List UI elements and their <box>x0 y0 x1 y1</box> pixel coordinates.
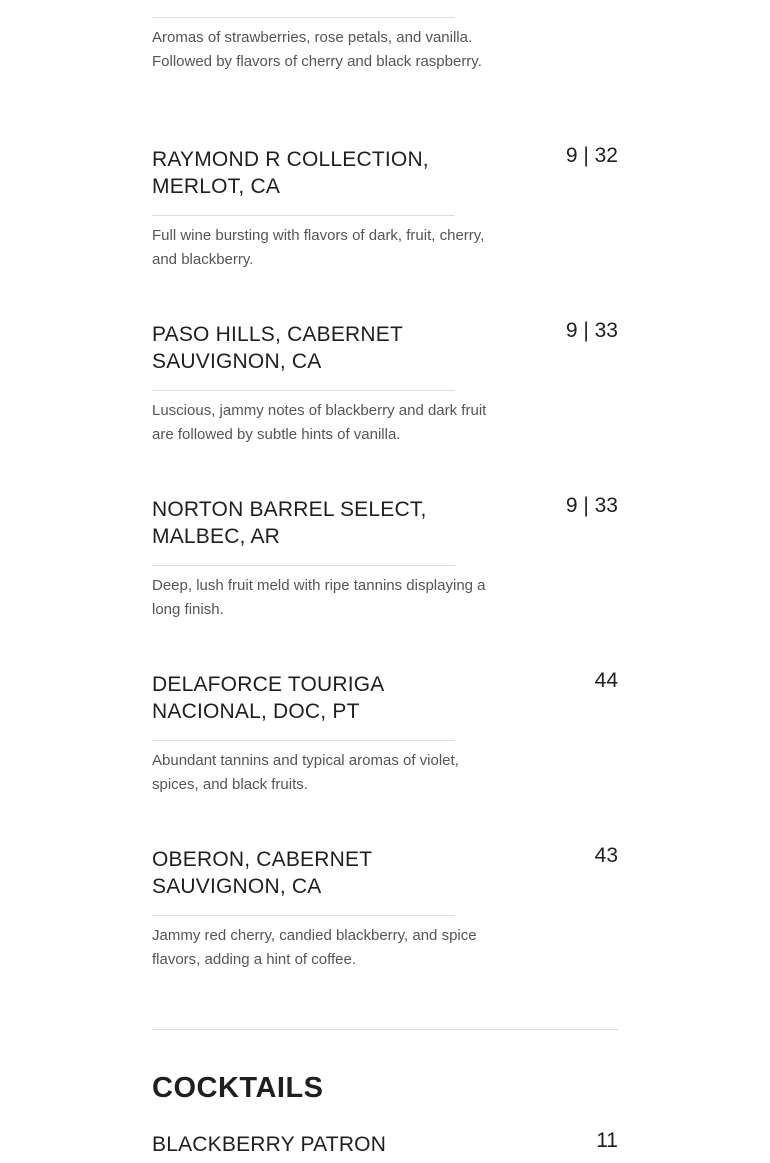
item-name: NORTON BARREL SELECT, MALBEC, AR <box>152 498 427 548</box>
item-divider <box>152 740 455 741</box>
item-divider <box>152 17 455 18</box>
item-name: PASO HILLS, CABERNET SAUVIGNON, CA <box>152 323 403 373</box>
section-title: COCKTAILS <box>152 1072 324 1104</box>
item-name: BLACKBERRY PATRON <box>152 1133 387 1156</box>
item-divider <box>152 915 455 916</box>
item-price: 9 | 33 <box>565 494 618 517</box>
item-price: 9 | 32 <box>565 144 618 167</box>
item-description: Abundant tannins and typical aromas of violet, spices, and black fruits. <box>152 752 459 793</box>
section-divider <box>152 1029 618 1030</box>
item-name: DELAFORCE TOURIGA NACIONAL, DOC, PT <box>152 673 384 723</box>
item-price: 11 <box>596 1129 618 1152</box>
item-divider <box>152 390 455 391</box>
item-price: 43 <box>594 844 618 867</box>
item-name: OBERON, CABERNET SAUVIGNON, CA <box>152 848 372 898</box>
item-description: Aromas of strawberries, rose petals, and vanilla. Followed by flavors of cherry and black raspberry. <box>152 29 482 70</box>
item-name: RAYMOND R COLLECTION, MERLOT, CA <box>152 148 429 198</box>
item-price: 44 <box>594 669 618 692</box>
item-description: Luscious, jammy notes of blackberry and dark fruit are followed by subtle hints of vanilla. <box>152 402 487 443</box>
item-description: Jammy red cherry, candied blackberry, and spice flavors, adding a hint of coffee. <box>152 927 477 968</box>
item-description: Deep, lush fruit meld with ripe tannins displaying a long finish. <box>152 577 486 618</box>
item-divider <box>152 565 455 566</box>
item-description: Full wine bursting with flavors of dark, fruit, cherry, and blackberry. <box>152 227 485 268</box>
item-divider <box>152 215 455 216</box>
item-price: 9 | 33 <box>565 319 618 342</box>
